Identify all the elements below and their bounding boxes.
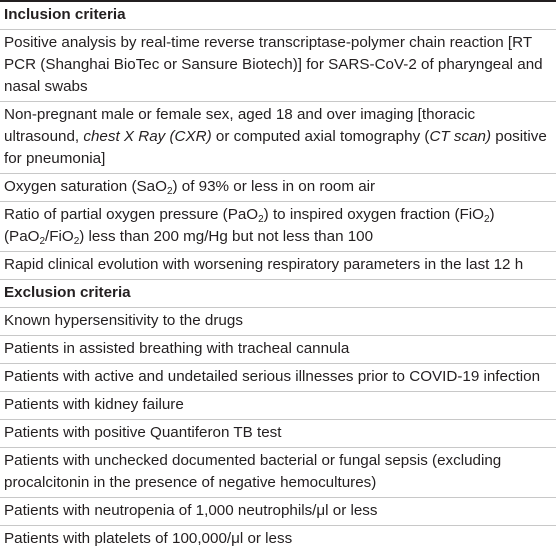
criteria-text: Patients with neutropenia of 1,000 neutrophils/μl or less (4, 502, 378, 519)
criteria-text: Patients with positive Quantiferon TB test (4, 424, 282, 441)
italic-text: CT scan) (429, 128, 492, 145)
criteria-text: Positive analysis by real-time reverse transcriptase-polymer chain reaction [RT PCR (Shanghai BioTec or Sansure Biotech)] for SARS-CoV-2 of pharyngeal and nasal swabs (4, 34, 543, 95)
criteria-text: Patients with unchecked documented bacterial or fungal sepsis (excluding procalcitonin in the presence of negative hemocultures) (4, 452, 502, 491)
criteria-text: Rapid clinical evolution with worsening respiratory parameters in the last 12 h (4, 256, 524, 273)
subscript: 2 (39, 236, 46, 247)
subscript: 2 (483, 214, 490, 225)
subscript: 2 (73, 236, 80, 247)
criteria-text: ) to inspired oxygen fraction (FiO (263, 206, 484, 223)
criteria-text: Ratio of partial oxygen pressure (PaO (4, 206, 259, 223)
criteria-row (0, 252, 556, 280)
criteria-text: Non-pregnant male or female sex, aged 18 and over imaging [thoracic ultrasound, (4, 106, 476, 145)
criteria-text: ) of 93% or less in on room air (172, 178, 376, 195)
criteria-text: /FiO (45, 228, 74, 245)
criteria-row (0, 308, 556, 336)
criteria-row (0, 498, 556, 526)
criteria-row (0, 174, 556, 202)
criteria-row (0, 102, 556, 174)
criteria-row (0, 30, 556, 102)
criteria-text: ) (PaO (4, 206, 495, 245)
inclusion-criteria-heading: Inclusion criteria (0, 2, 556, 30)
criteria-text: Known hypersensitivity to the drugs (4, 312, 243, 329)
criteria-row (0, 364, 556, 392)
criteria-text: Patients with platelets of 100,000/μl or less (4, 530, 293, 547)
criteria-row (0, 392, 556, 420)
criteria-text: Patients in assisted breathing with tracheal cannula (4, 340, 350, 357)
exclusion-criteria-heading: Exclusion criteria (0, 280, 556, 308)
subscript: 2 (258, 214, 264, 225)
criteria-text: or computed axial tomography ( (211, 128, 430, 145)
criteria-text: Oxygen saturation (SaO (4, 178, 167, 195)
criteria-row (0, 202, 556, 252)
criteria-row (0, 526, 556, 553)
criteria-row (0, 336, 556, 364)
criteria-text: positive for pneumonia] (4, 128, 547, 167)
italic-text: chest X Ray (CXR) (83, 128, 212, 145)
criteria-row (0, 448, 556, 498)
criteria-text: ) less than 200 mg/Hg but not less than 100 (79, 228, 374, 245)
criteria-text: Patients with kidney failure (4, 396, 184, 413)
criteria-row (0, 420, 556, 448)
criteria-text: Patients with active and undetailed serious illnesses prior to COVID-19 infection (4, 368, 541, 385)
subscript: 2 (166, 186, 173, 197)
